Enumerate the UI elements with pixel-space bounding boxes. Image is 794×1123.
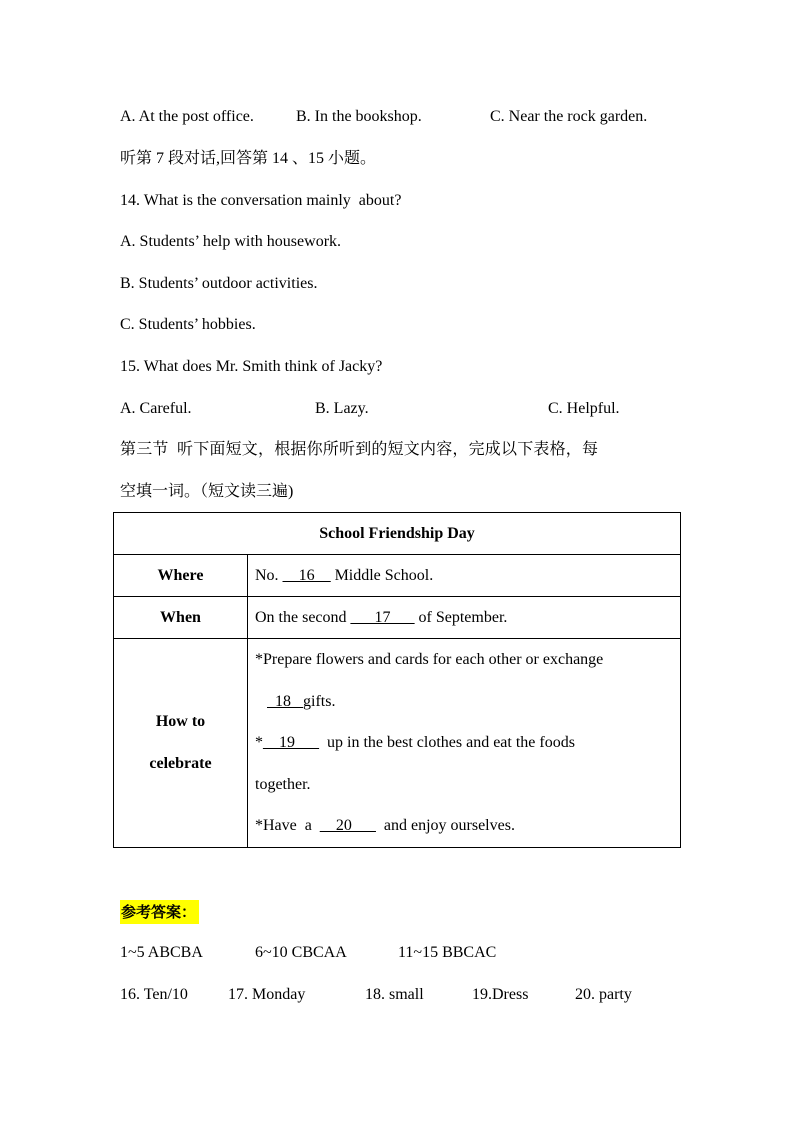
blank-16: __16__: [282, 566, 331, 584]
where-content: No. __16__ Middle School.: [248, 555, 681, 597]
how-line-5: *Have a __20___ and enjoy ourselves.: [255, 817, 515, 834]
friendship-day-table: [113, 512, 681, 848]
answers-1-5: 1~5 ABCBA: [120, 944, 203, 961]
answers-heading: 参考答案：: [120, 900, 199, 924]
q14-option-a: A. Students’ help with housework.: [120, 233, 342, 250]
how-line-3: *__19___ up in the best clothes and eat the foods: [255, 734, 575, 751]
q15-option-a: A. Careful.: [120, 400, 192, 417]
q15-option-b: B. Lazy.: [315, 400, 369, 417]
q15-option-c: C. Helpful.: [548, 400, 620, 417]
answer-19: 19.Dress: [472, 986, 529, 1003]
section3-instruction-line2: 空填一词。（短文读三遍): [120, 483, 294, 500]
when-label: When: [114, 597, 248, 639]
blank-17: ___17___: [350, 608, 415, 626]
answers-11-15: 11~15 BBCAC: [398, 944, 497, 961]
q14-question: 14. What is the conversation mainly about?: [120, 192, 402, 209]
blank-18: 18: [267, 692, 303, 710]
when-content: On the second ___17___ of September.: [248, 597, 681, 639]
section3-instruction-line1: 第三节 听下面短文，根据你所听到的短文内容，完成以下表格，每: [120, 441, 599, 458]
blank-20: __20___: [319, 817, 376, 834]
q13-option-a: A. At the post office.: [120, 108, 254, 125]
how-line-1: *Prepare flowers and cards for each other or exchange: [255, 651, 612, 668]
answer-17: 17. Monday: [228, 986, 306, 1003]
q13-option-b: B. In the bookshop.: [296, 108, 422, 125]
section7-instruction: 听第 7 段对话,回答第 14 、15 小题。: [120, 150, 377, 167]
q14-option-c: C. Students’ hobbies.: [120, 316, 256, 333]
q13-option-c: C. Near the rock garden.: [490, 108, 648, 125]
answer-20: 20. party: [575, 986, 632, 1003]
how-label: How to celebrate: [114, 639, 248, 848]
how-line-4: together.: [255, 775, 311, 793]
table-title: School Friendship Day: [114, 513, 681, 555]
answers-6-10: 6~10 CBCAA: [255, 944, 347, 961]
blank-19: __19___: [263, 734, 319, 751]
how-line-2: 18 gifts.: [267, 692, 336, 710]
q14-option-b: B. Students’ outdoor activities.: [120, 275, 318, 292]
answer-16: 16. Ten/10: [120, 986, 188, 1003]
answer-18: 18. small: [365, 986, 424, 1003]
where-label: Where: [114, 555, 248, 597]
how-content: [248, 639, 681, 848]
q15-question: 15. What does Mr. Smith think of Jacky?: [120, 358, 383, 375]
